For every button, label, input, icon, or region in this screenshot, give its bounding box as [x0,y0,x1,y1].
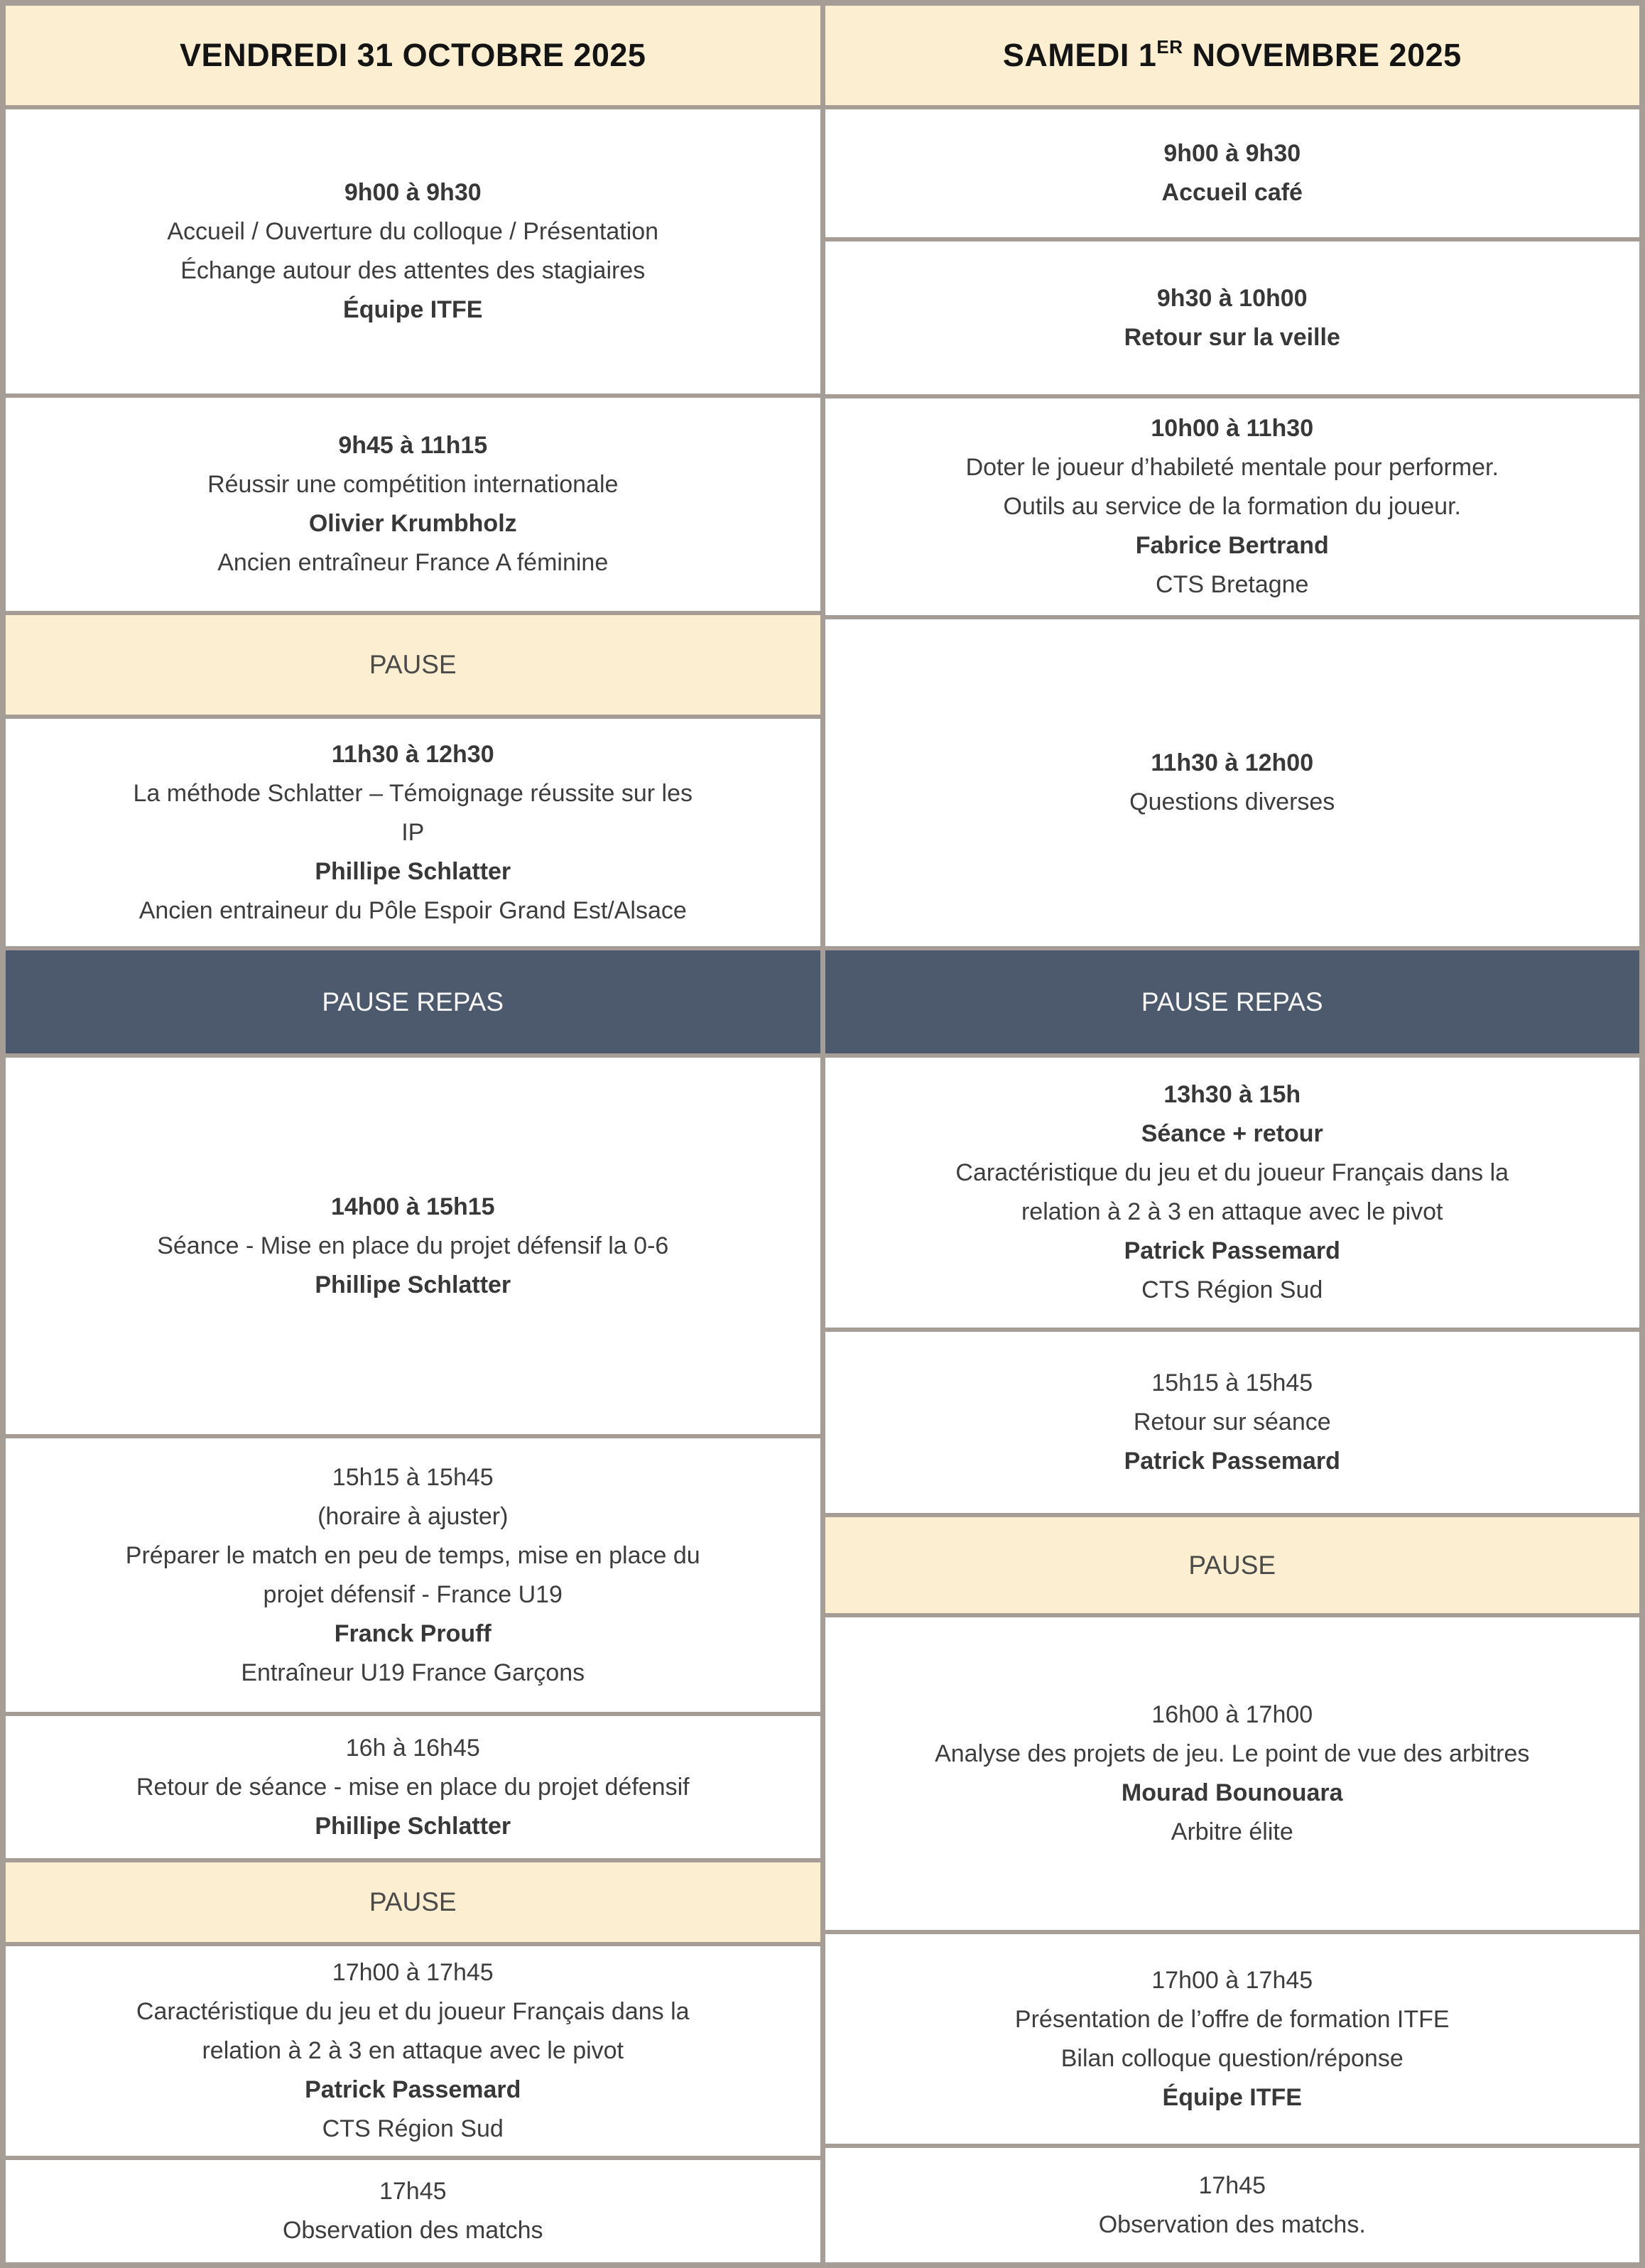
session-time: 14h00 à 15h15 [330,1193,495,1220]
day-header-friday [6,6,820,105]
lunch-break-label: PAUSE REPAS [1141,987,1323,1016]
session-time: 11h30 à 12h00 [1151,749,1314,776]
session-time: 17h00 à 17h45 [332,1959,494,1986]
pause-row [6,611,820,715]
session-cell [6,1712,820,1858]
session-line: Entraîneur U19 France Garçons [241,1659,585,1686]
session-line: La méthode Schlatter – Témoignage réussite sur les [133,779,693,807]
session-line: Séance - Mise en place du projet défensif la 0-6 [157,1232,669,1259]
session-cell [825,615,1640,946]
session-cell [825,237,1640,394]
session-time: 10h00 à 11h30 [1151,415,1314,442]
session-line: Accueil / Ouverture du colloque / Présentation [167,218,659,245]
session-line: Retour de séance - mise en place du projet défensif [136,1773,690,1801]
session-line: Ancien entraineur du Pôle Espoir Grand Est/Alsace [139,896,687,924]
session-speaker: Équipe ITFE [343,296,483,323]
session-speaker: Fabrice Bertrand [1135,532,1329,559]
session-cell [825,1053,1640,1328]
session-line: CTS Région Sud [322,2115,504,2142]
column-divider [820,6,825,2262]
lunch-break-label: PAUSE REPAS [322,987,504,1016]
session-speaker: Phillipe Schlatter [315,857,511,885]
session-line: Caractéristique du jeu et du joueur Français dans la [955,1159,1509,1186]
session-speaker: Phillipe Schlatter [315,1812,511,1840]
session-line: projet défensif - France U19 [263,1580,563,1608]
session-line: relation à 2 à 3 en attaque avec le pivot [202,2037,624,2064]
session-line: Retour sur séance [1133,1409,1331,1436]
session-speaker: Patrick Passemard [1124,1237,1340,1264]
session-speaker: Phillipe Schlatter [315,1271,511,1298]
session-line: Caractéristique du jeu et du joueur Français dans la [136,1998,690,2025]
session-speaker: Patrick Passemard [1124,1448,1340,1475]
session-time: 16h à 16h45 [345,1734,480,1762]
session-line: Accueil café [1161,179,1303,206]
session-line: Ancien entraîneur France A féminine [217,549,609,576]
session-time: 15h15 à 15h45 [1151,1369,1313,1396]
session-cell [825,1930,1640,2144]
session-cell [6,105,820,394]
session-time: 15h15 à 15h45 [332,1463,494,1491]
pause-label: PAUSE [369,650,457,679]
session-line: Doter le joueur d’habileté mentale pour performer. [965,454,1499,481]
pause-row [6,1858,820,1942]
session-time: 9h45 à 11h15 [338,432,488,459]
session-cell [825,1328,1640,1513]
session-time: 17h45 [379,2178,447,2205]
session-cell [825,1613,1640,1930]
session-line: relation à 2 à 3 en attaque avec le pivot [1021,1198,1443,1225]
session-line: Préparer le match en peu de temps, mise en place du [125,1541,700,1569]
session-line: Réussir une compétition internationale [207,471,619,498]
column-saturday [825,6,1640,2262]
session-time: 9h30 à 10h00 [1156,284,1308,312]
session-time: 9h00 à 9h30 [344,179,482,206]
session-line: Échange autour des attentes des stagiaires [180,257,646,284]
session-cell [825,105,1640,237]
pause-row [825,1513,1640,1613]
session-speaker: Équipe ITFE [1162,2083,1302,2111]
session-line: Arbitre élite [1171,1818,1293,1845]
session-time: 13h30 à 15h [1163,1081,1301,1108]
ordinal-superscript: ER [1156,36,1183,58]
session-cell [6,2156,820,2262]
session-cell [825,2144,1640,2262]
session-line: Présentation de l’offre de formation ITFE [1014,2005,1450,2033]
session-line: Questions diverses [1129,788,1335,815]
session-time: 9h00 à 9h30 [1163,140,1301,167]
session-cell [6,1053,820,1434]
session-cell [825,394,1640,615]
lunch-break-row [6,946,820,1053]
session-cell [6,1434,820,1712]
session-speaker: Franck Prouff [334,1619,492,1647]
session-line: (horaire à ajuster) [317,1502,509,1530]
session-speaker: Patrick Passemard [305,2076,521,2103]
session-line: Bilan colloque question/réponse [1060,2044,1404,2072]
session-line: Retour sur la veille [1124,323,1340,351]
session-cell [6,1942,820,2156]
session-speaker: Olivier Krumbholz [308,510,517,537]
session-line: Outils au service de la formation du joueur. [1003,493,1461,520]
session-time: 17h00 à 17h45 [1151,1966,1313,1994]
session-line: Observation des matchs. [1098,2210,1366,2238]
session-line: Séance + retour [1141,1120,1323,1147]
day-header-friday-label: VENDREDI 31 OCTOBRE 2025 [180,37,646,73]
day-header-saturday [825,6,1640,105]
session-line: CTS Région Sud [1141,1276,1323,1303]
session-line: IP [401,818,425,846]
session-cell [6,394,820,611]
session-line: Analyse des projets de jeu. Le point de vue des arbitres [935,1740,1530,1767]
session-line: Observation des matchs [282,2217,543,2244]
session-time: 11h30 à 12h30 [331,740,494,768]
session-cell [6,715,820,946]
day-header-saturday-label: SAMEDI 1ER NOVEMBRE 2025 [1002,36,1462,73]
session-time: 16h00 à 17h00 [1151,1701,1313,1728]
session-speaker: Mourad Bounouara [1121,1779,1343,1806]
pause-label: PAUSE [1188,1550,1276,1580]
session-line: CTS Bretagne [1156,571,1309,598]
session-time: 17h45 [1198,2171,1266,2199]
lunch-break-row [825,946,1640,1053]
pause-label: PAUSE [369,1887,457,1916]
column-friday [6,6,820,2262]
